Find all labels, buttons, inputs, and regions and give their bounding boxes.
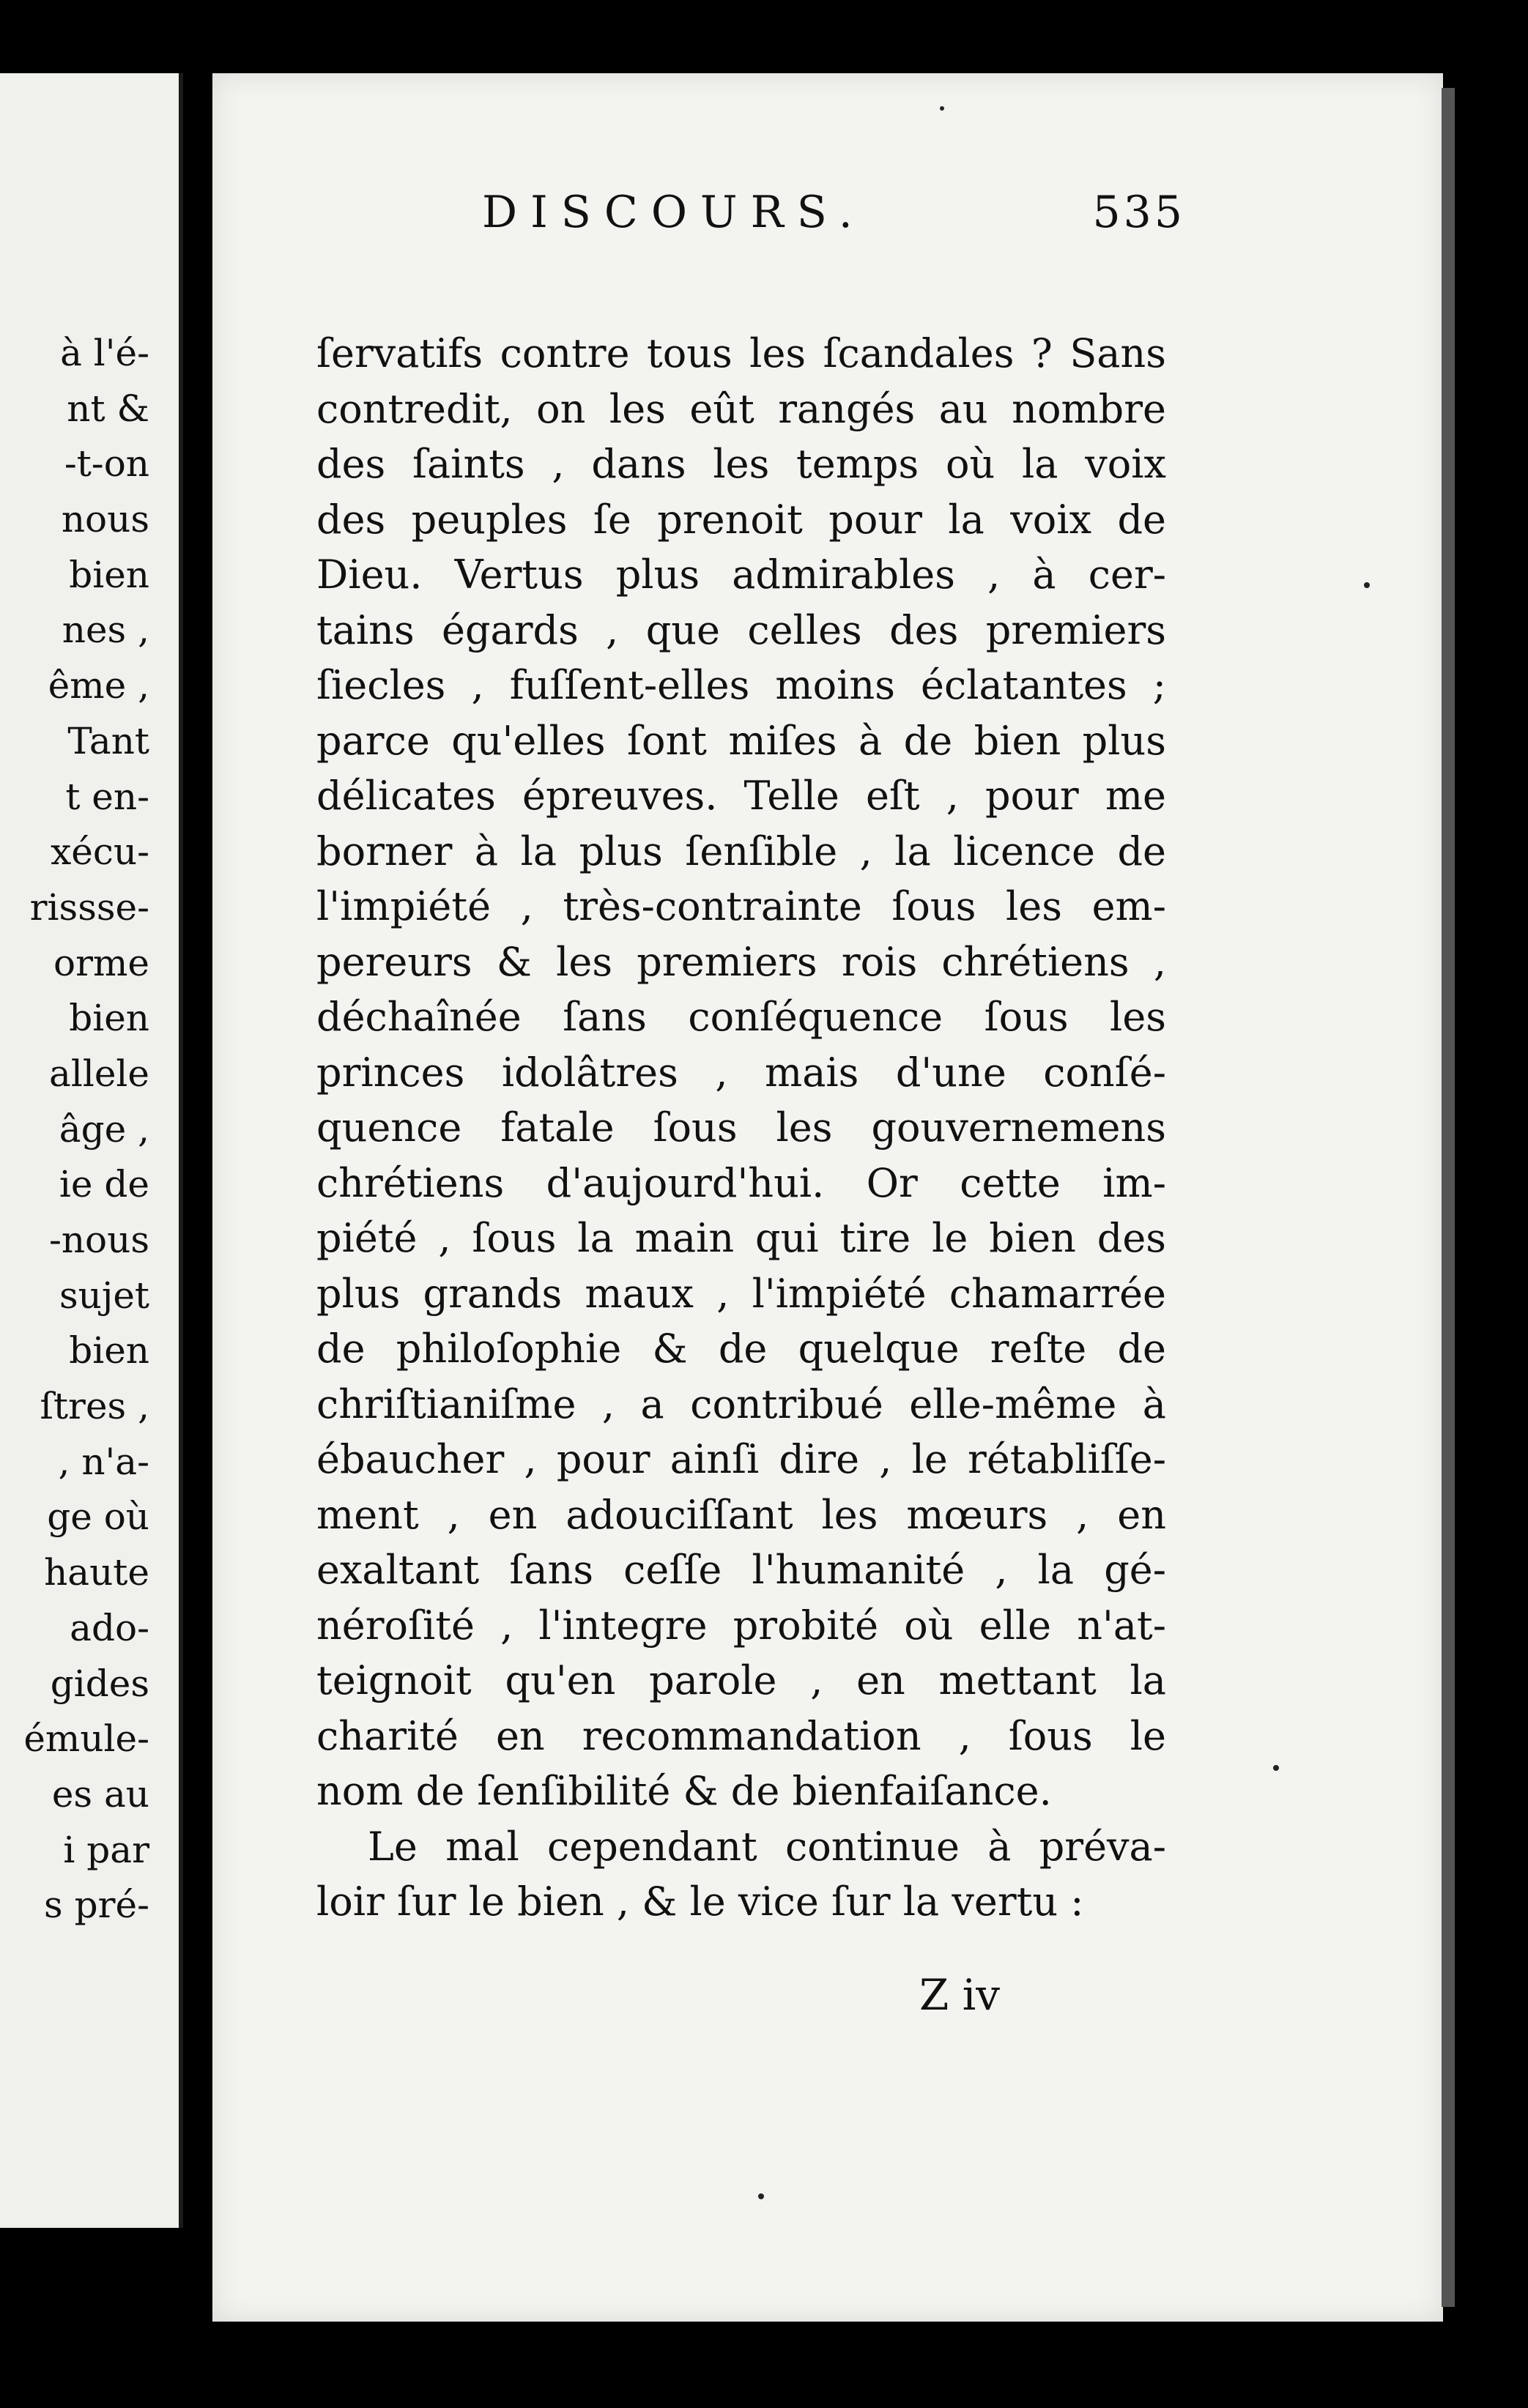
text-line: des peuples ſe prenoit pour la voix de: [316, 496, 1166, 543]
text-line: délicates épreuves. Telle eſt , pour me: [316, 773, 1166, 819]
ink-speck: [1273, 1765, 1279, 1771]
previous-page-line: sujet: [59, 1274, 149, 1317]
previous-page-line: ge où: [47, 1495, 149, 1539]
previous-page-line: i par: [63, 1828, 149, 1871]
text-line: de philoſophie & de quelque reſte de: [316, 1326, 1166, 1372]
ink-speck: [1364, 582, 1370, 588]
previous-page-line: allele: [49, 1052, 149, 1095]
body-text: [316, 326, 1166, 1930]
previous-page-line: ado-: [70, 1606, 149, 1649]
previous-page-line: bien: [69, 553, 149, 596]
text-line: Le mal cependant continue à préva-: [368, 1823, 1166, 1870]
text-line: tains égards , que celles des premiers: [316, 606, 1166, 653]
text-line: ébaucher , pour ainſi dire , le rétabliſſe-: [316, 1436, 1166, 1482]
signature-mark: Z iv: [919, 1970, 1001, 2020]
previous-page-line: orme: [53, 941, 149, 984]
previous-page-line: -t-on: [64, 442, 149, 486]
text-line: néroſité , l'integre probité où elle n'at-: [316, 1602, 1166, 1649]
text-line: plus grands maux , l'impiété chamarrée: [316, 1270, 1166, 1317]
previous-page-line: nes ,: [62, 609, 149, 652]
page-edge-shadow: [1442, 88, 1455, 2307]
previous-page-line: -nous: [48, 1219, 149, 1261]
text-line: teignoit qu'en parole , en mettant la: [316, 1657, 1166, 1703]
text-line: piété , ſous la main qui tire le bien des: [316, 1215, 1166, 1261]
ink-speck: [940, 106, 944, 111]
previous-page-line: bien: [69, 997, 149, 1040]
previous-page-line: âge ,: [59, 1107, 149, 1151]
previous-page-line: gides: [50, 1662, 149, 1705]
previous-page-line: ême ,: [48, 664, 149, 707]
ink-speck: [758, 2193, 764, 2199]
text-line: pereurs & les premiers rois chrétiens ,: [316, 938, 1166, 985]
previous-page-line: rissse-: [29, 885, 149, 929]
previous-page-line: , n'a-: [58, 1440, 149, 1483]
previous-page-line: xécu-: [51, 830, 149, 874]
text-line: nom de ſenſibilité & de bienfaiſance.: [316, 1768, 1052, 1814]
text-line: ſervatifs contre tous les ſcandales ? Sans: [316, 330, 1166, 376]
text-line: contredit, on les eût rangés au nombre: [316, 385, 1166, 432]
text-line: ſiecles , fuſſent-elles moins éclatantes ;: [316, 662, 1166, 708]
previous-page-line: bien: [69, 1329, 149, 1372]
running-title: DISCOURS.: [482, 187, 866, 238]
previous-page-line: Tant: [67, 719, 149, 762]
previous-page-line-endings: [23, 326, 149, 1933]
text-line: exaltant ſans ceſſe l'humanité , la gé-: [316, 1547, 1166, 1593]
text-line: parce qu'elles ſont miſes à de bien plus: [316, 717, 1166, 764]
page-header: [270, 187, 1185, 260]
previous-page-line: émule-: [23, 1717, 149, 1761]
page-number: 535: [1092, 187, 1185, 238]
text-line: des ſaints , dans les temps où la voix: [316, 441, 1166, 487]
text-line: charité en recommandation , ſous le: [316, 1712, 1166, 1759]
previous-page-line: es au: [51, 1772, 149, 1816]
text-line: princes idolâtres , mais d'une conſé-: [316, 1049, 1166, 1096]
text-line: loir ſur le bien , & le vice ſur la vertu :: [316, 1879, 1084, 1925]
previous-page-line: ſtres ,: [40, 1385, 149, 1428]
previous-page-line: s pré-: [44, 1884, 149, 1927]
previous-page-line: à l'é-: [60, 332, 149, 374]
previous-page-line: haute: [44, 1551, 149, 1594]
text-line: chriſtianiſme , a contribué elle-même à: [316, 1380, 1166, 1427]
text-line: chrétiens d'aujourd'hui. Or cette im-: [316, 1159, 1166, 1206]
text-line: ment , en adouciſſant les mœurs , en: [316, 1491, 1166, 1538]
previous-page-fragment: [0, 73, 183, 2228]
previous-page-line: ie de: [59, 1163, 149, 1206]
text-line: déchaînée ſans conſéquence ſous les: [316, 994, 1166, 1040]
text-line: borner à la plus ſenſible , la licence de: [316, 828, 1166, 874]
text-line: l'impiété , très-contrainte ſous les em-: [316, 883, 1166, 929]
text-line: Dieu. Vertus plus admirables , à cer-: [316, 551, 1166, 598]
text-line: quence fatale ſous les gouvernemens: [316, 1104, 1166, 1151]
previous-page-line: nous: [61, 498, 149, 541]
previous-page-line: nt &: [67, 387, 149, 430]
previous-page-line: t en-: [65, 775, 149, 818]
